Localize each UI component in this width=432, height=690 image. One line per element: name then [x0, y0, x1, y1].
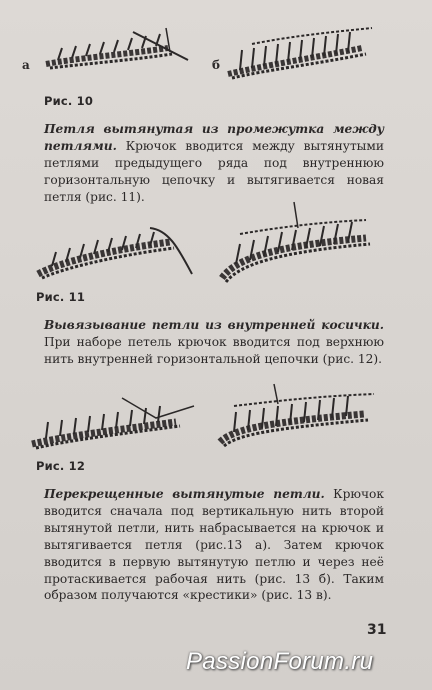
- fig10-label-b: б: [212, 58, 221, 72]
- fig10-illustration-a: [38, 24, 198, 76]
- fig10-label-a: а: [22, 58, 30, 72]
- page-number: 31: [367, 622, 387, 638]
- fig11-illustration-a: [30, 212, 200, 282]
- term-crossed-loops: Перекрещенные вытянутые петли.: [44, 487, 325, 501]
- term-loop-from-gap: Петля вытянутая из промежутка между петлями.: [44, 122, 384, 153]
- fig11-caption: Рис. 11: [36, 290, 86, 304]
- paragraph-loop-from-gap: [44, 121, 384, 206]
- fig11-illustration-b: [216, 198, 386, 288]
- paragraph-inner-braid-loop: [44, 317, 384, 368]
- fig12-illustration-b: [214, 382, 384, 452]
- fig12-illustration-a: [26, 392, 196, 452]
- watermark-text: PassionForum.ru: [186, 648, 374, 675]
- term-inner-braid-loop: Вывязывание петли из внутренней косички.: [44, 318, 384, 332]
- fig12-caption: Рис. 12: [36, 459, 86, 473]
- paragraph-crossed-loops: [44, 486, 384, 604]
- fig10-illustration-b: [222, 22, 382, 82]
- body-loop-from-gap: Крючок вводится между вытянутыми петлями предыдущего ряда под внутреннюю горизонтальную цепочку и вытягивается новая петля (рис. 11).: [44, 138, 384, 204]
- fig10-caption: Рис. 10: [44, 94, 94, 108]
- body-crossed-loops: Крючок вводится сначала под вертикальную нить второй вытянутой петли, нить набрасывается на крючок и вытягивается петля (рис.13 а). Затем крючок вводится в первую вытянутую петлю и через неё протаскивается рабочая нить (рис. 13 б). Таким образом получаются «крестики» (рис. 13 в).: [44, 487, 384, 603]
- body-inner-braid-loop: При наборе петель крючок вводится под верхнюю нить внутренней горизонтальной цепочки (рис. 12).: [44, 334, 384, 366]
